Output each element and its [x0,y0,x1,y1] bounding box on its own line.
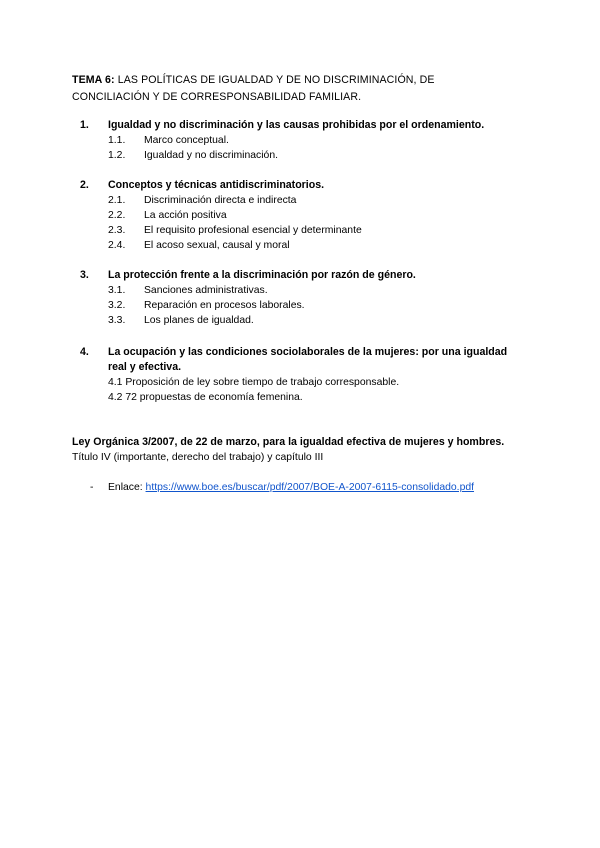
section-title-text: La protección frente a la discriminación por razón de género. [108,269,416,281]
item-number: 2.2. [108,210,126,221]
link-item [90,480,560,496]
section-number: 3. [80,269,89,281]
list-item [72,148,542,163]
law-subtitle: Título IV (importante, derecho del trabajo) y capítulo III [72,452,324,463]
item-number: 2.4. [108,240,126,251]
item-number: 1.2. [108,150,126,161]
bullet-dash: - [90,482,94,493]
list-item [72,193,542,208]
section-title-line-1: La ocupación y las condiciones sociolaborales de la mujeres: por una igualdad [108,346,508,358]
boe-link[interactable]: https://www.boe.es/buscar/pdf/2007/BOE-A-2007-6115-consolidado.pdf [145,482,475,493]
item-number: 2.1. [108,195,126,206]
item-text: La acción positiva [144,210,227,221]
item-text: Marco conceptual. [144,135,229,146]
item-text: El acoso sexual, causal y moral [144,240,290,251]
section-3 [72,268,542,328]
section-number: 1. [80,119,89,131]
section-title [72,118,542,133]
section-title [72,178,542,193]
item-text: Discriminación directa e indirecta [144,195,297,206]
item-number: 3.3. [108,315,126,326]
list-item: 4.1 Proposición de ley sobre tiempo de trabajo corresponsable. [108,377,400,388]
list-item: 4.2 72 propuestas de economía femenina. [108,392,303,403]
law-reference [72,434,552,466]
item-number: 1.1. [108,135,126,146]
link-label: Enlace: [108,482,146,493]
section-number: 4. [80,346,89,358]
item-text: Reparación en procesos laborales. [144,300,305,311]
item-number: 3.2. [108,300,126,311]
item-text: Igualdad y no discriminación. [144,150,278,161]
list-item [72,223,542,238]
list-item [72,238,542,253]
item-number: 3.1. [108,285,126,296]
section-title-text: Conceptos y técnicas antidiscriminatorios. [108,179,325,191]
section-title [72,345,542,375]
item-text: Sanciones administrativas. [144,285,268,296]
list-item [72,283,542,298]
section-2 [72,178,542,253]
section-title-text: Igualdad y no discriminación y las causas prohibidas por el ordenamiento. [108,119,485,131]
item-text: El requisito profesional esencial y determinante [144,225,362,236]
tema-label: TEMA 6: [72,74,115,86]
item-text: Los planes de igualdad. [144,315,254,326]
item-number: 2.3. [108,225,126,236]
document-heading [72,72,542,106]
law-title: Ley Orgánica 3/2007, de 22 de marzo, para la igualdad efectiva de mujeres y hombres. [72,436,505,448]
section-4 [72,345,542,405]
list-item [72,313,542,328]
section-1 [72,118,542,163]
heading-title-line-1: LAS POLÍTICAS DE IGUALDAD Y DE NO DISCRIMINACIÓN, DE [114,74,435,86]
list-item [72,208,542,223]
section-title [72,268,542,283]
section-number: 2. [80,179,89,191]
list-item [72,133,542,148]
heading-title-line-2: CONCILIACIÓN Y DE CORRESPONSABILIDAD FAMILIAR. [72,91,362,103]
heading-line-1 [72,72,542,89]
list-item [72,298,542,313]
section-title-line-2: real y efectiva. [108,361,182,373]
